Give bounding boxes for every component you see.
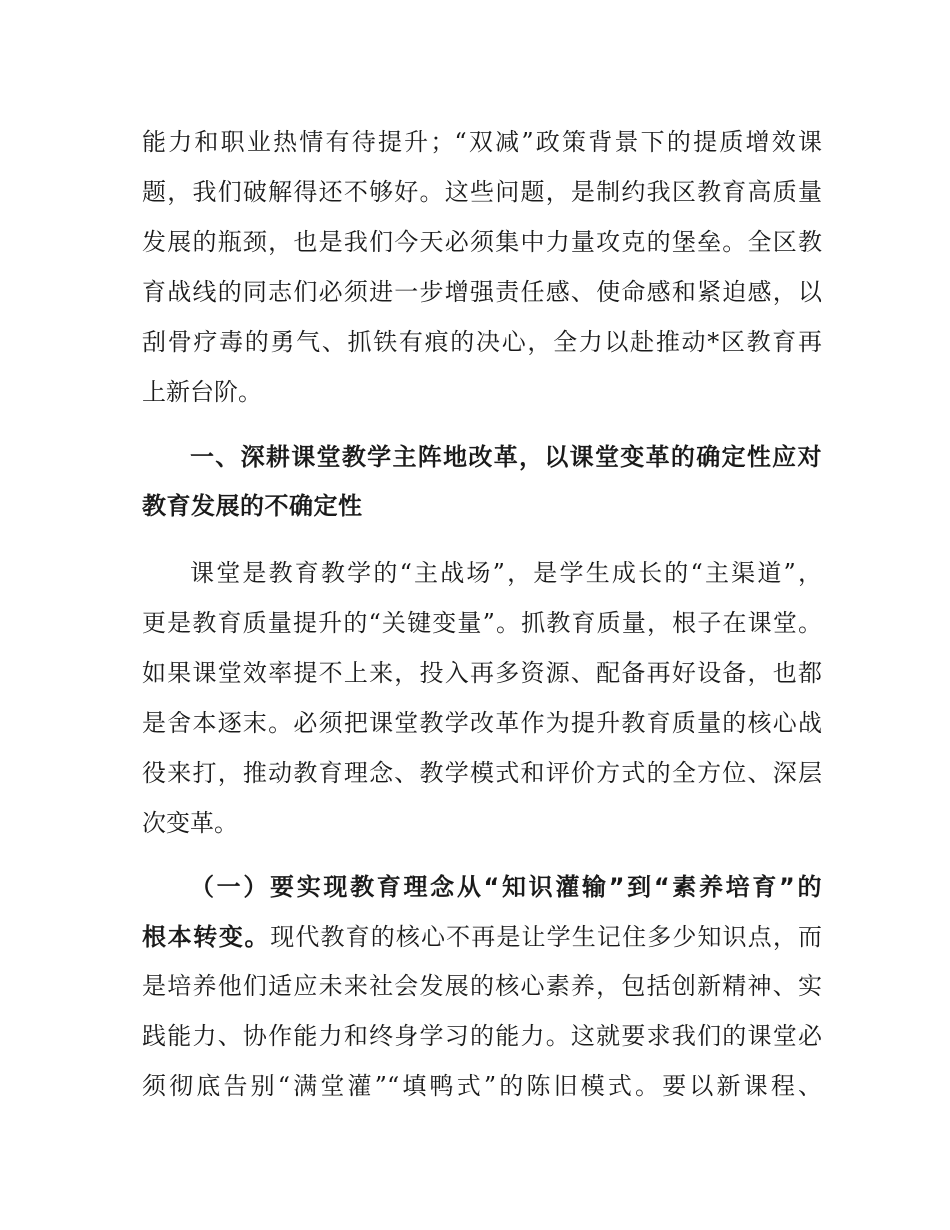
section-heading: 教育发展的不确定性 [142,492,363,520]
subsection-heading: （一）要实现教育理念从“知识灌输”到“素养培育”的 [190,873,822,901]
body-text-line: 能力和职业热情有待提升；“双减”政策背景下的提质增效课 [142,128,822,156]
body-text-run: 现代教育的核心不再是让学生记住多少知识点，而 [270,923,822,951]
section-heading: 一、深耕课堂教学主阵地改革，以课堂变革的确定性应对 [190,443,822,471]
body-text-line: 须彻底告别“满堂灌”“填鸭式”的陈旧模式。要以新课程、 [142,1072,822,1100]
body-text-line: 役来打，推动教育理念、教学模式和评价方式的全方位、深层 [142,759,822,787]
body-text-line: 是舍本逐末。必须把课堂教学改革作为提升教育质量的核心战 [142,709,822,737]
body-text-line: 更是教育质量提升的“关键变量”。抓教育质量，根子在课堂。 [142,609,822,637]
body-text-line: 育战线的同志们必须进一步增强责任感、使命感和紧迫感，以 [142,278,822,306]
body-text-line: 课堂是教育教学的“主战场”，是学生成长的“主渠道”， [190,559,822,587]
subsection-mixed-line [142,917,822,957]
body-text-line: 次变革。 [142,809,238,837]
body-text-line: 上新台阶。 [142,378,262,406]
body-text-line: 是培养他们适应未来社会发展的核心素养，包括创新精神、实 [142,972,822,1000]
body-text-line: 发展的瓶颈，也是我们今天必须集中力量攻克的堡垒。全区教 [142,228,822,256]
subsection-heading-tail: 根本转变。 [142,923,271,951]
body-text-line: 践能力、协作能力和终身学习的能力。这就要求我们的课堂必 [142,1022,822,1050]
body-text-line: 题，我们破解得还不够好。这些问题，是制约我区教育高质量 [142,178,822,206]
body-text-line: 刮骨疗毒的勇气、抓铁有痕的决心，全力以赴推动*区教育再 [142,328,822,356]
body-text-line: 如果课堂效率提不上来，投入再多资源、配备再好设备，也都 [142,659,822,687]
